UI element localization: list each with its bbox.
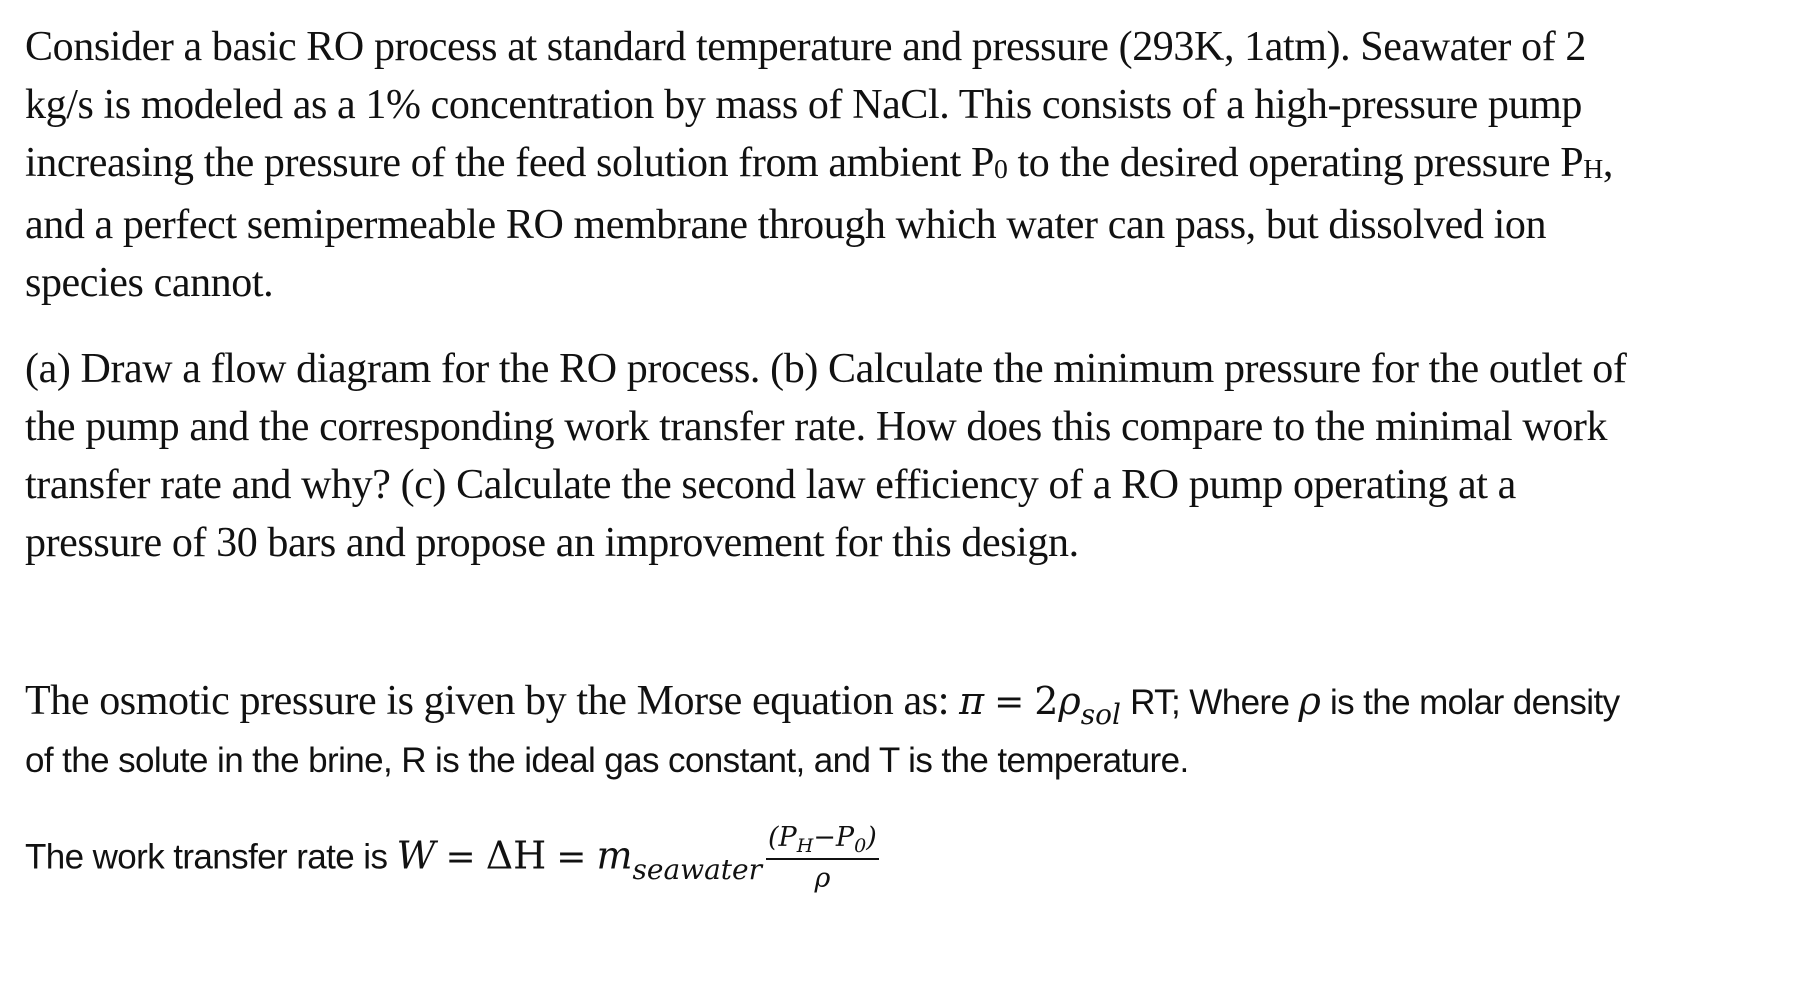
work-equation-row [25,822,879,904]
equals-sign: = [994,682,1025,723]
document-page [25,18,1785,902]
text-fragment: is the molar density [1320,683,1620,722]
mass-flow-symbol: m [596,833,633,878]
problem-line [25,134,1785,196]
text-fragment: RT; Where [1120,683,1299,722]
fraction-denominator: ρ [814,863,831,894]
numerator-fragment: ) [866,822,877,853]
work-symbol: W [396,833,436,878]
problem-line: Consider a basic RO process at standard temperature and pressure (293K, 1atm). Seawater of 2 [25,24,1587,70]
subscript-zero: 0 [993,153,1008,185]
text-fragment: The osmotic pressure is given by the Morse equation as: [25,678,960,724]
equals-sign: = [556,836,587,878]
problem-line: and a perfect semipermeable RO membrane through which water can pass, but dissolved ion [25,202,1547,248]
osmotic-line-2: of the solute in the brine, R is the ideal gas constant, and T is the temperature. [25,741,1189,780]
problem-line: (a) Draw a flow diagram for the RO process. (b) Calculate the minimum pressure for the outlet of [25,346,1627,392]
rho-symbol: ρ [1298,679,1321,723]
fraction-numerator [766,820,879,860]
problem-line: the pump and the corresponding work transfer rate. How does this compare to the minimal work [25,404,1608,450]
numerator-fragment: (P [768,822,797,853]
coefficient: 2 [1034,679,1059,723]
work-equation [25,812,1785,902]
problem-paragraph-1 [25,18,1785,312]
numerator-fragment: −P [813,822,855,853]
problem-paragraph-2 [25,340,1785,572]
subscript-h: H [1583,153,1603,185]
equals-sign: = [445,836,476,878]
osmotic-pressure-paragraph [25,672,1785,790]
enthalpy-symbol: ΔH [485,833,547,878]
problem-line: transfer rate and why? (c) Calculate the second law efficiency of a RO pump operating at a [25,462,1516,508]
problem-line: kg/s is modeled as a 1% concentration by mass of NaCl. This consists of a high-pressure pump [25,82,1582,128]
text-fragment: The work transfer rate is [25,837,397,877]
pressure-fraction [766,820,879,898]
mass-flow-subscript: seawater [632,852,763,886]
text-fragment: increasing the pressure of the feed solution from ambient P [25,140,994,186]
rho-symbol: ρ [1058,679,1081,723]
pi-symbol: π [959,679,985,723]
text-fragment: , [1602,140,1613,186]
osmotic-line-1 [25,672,1785,732]
rho-subscript: sol [1080,698,1121,731]
text-fragment: to the desired operating pressure P [1007,140,1584,186]
problem-line: pressure of 30 bars and propose an improvement for this design. [25,520,1079,566]
problem-line: species cannot. [25,260,274,306]
numerator-subscript-zero: 0 [854,835,867,857]
numerator-subscript-h: H [796,835,814,857]
